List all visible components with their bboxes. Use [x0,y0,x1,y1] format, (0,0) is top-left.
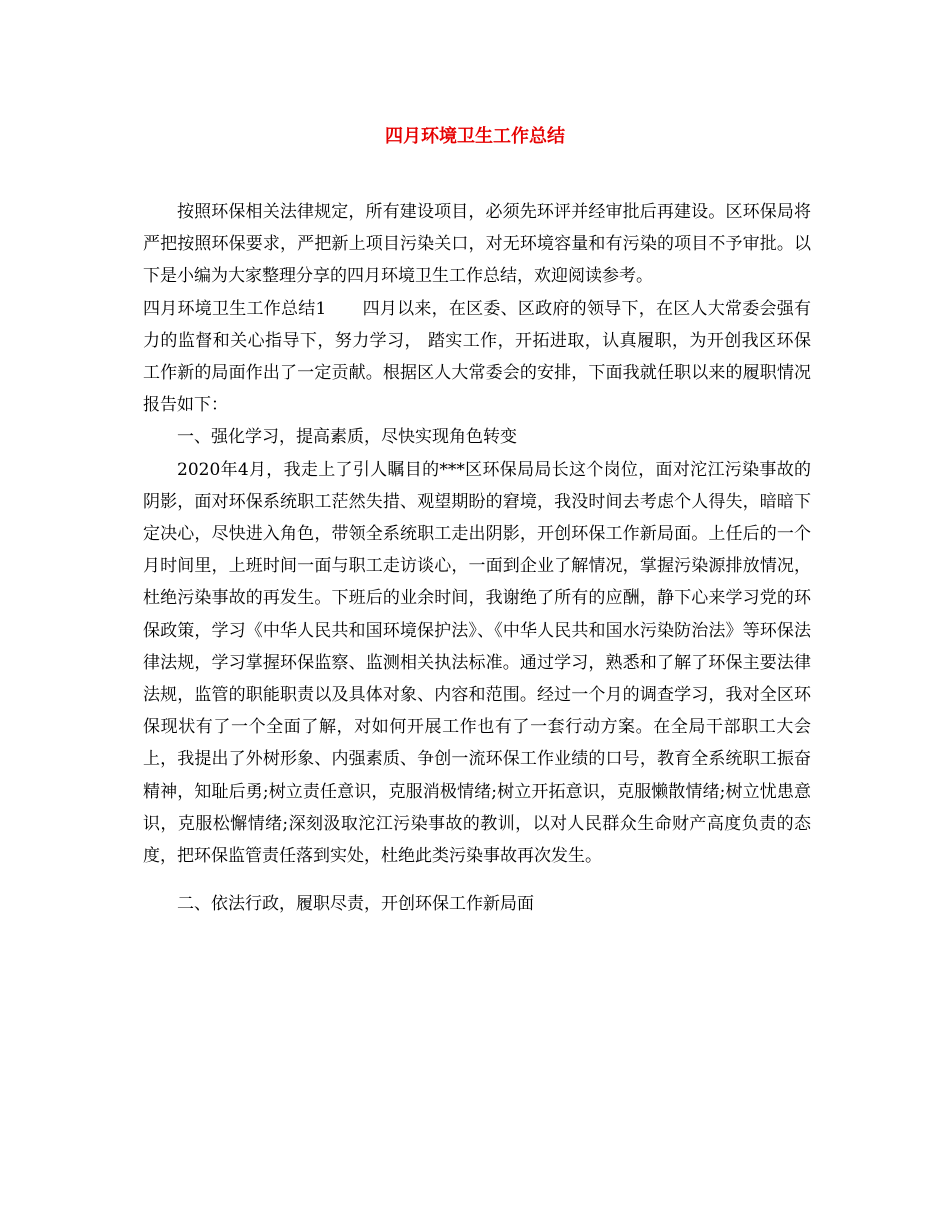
summary-label: 四月环境卫生工作总结1 [143,298,327,319]
section-heading-1: 一、强化学习，提高素质，尽快实现角色转变 [177,427,517,448]
section-heading-2: 二、依法行政，履职尽责，开创环保工作新局面 [177,894,534,915]
summary-paragraph [143,293,811,422]
summary-text: 四月以来，在区委、区政府的领导下，在区人大常委会强有力的监督和关心指导下，努力学习， 踏实工作，开拓进取，认真履职，为开创我区环保工作新的局面作出了一定贡献。根据区人大常委会的安排，下面我就任职以来的履职情况报告如下： [143,298,811,416]
document-body [143,196,811,920]
document-title: 四月环境卫生工作总结 [385,126,565,147]
section-body-1: 2020年4月，我走上了引人瞩目的***区环保局局长这个岗位，面对沱江污染事故的阴影，面对环保系统职工茫然失措、观望期盼的窘境，我没时间去考虑个人得失，暗暗下定决心，尽快进入角色，带领全系统职工走出阴影，开创环保工作新局面。上任后的一个月时间里，上班时间一面与职工走访谈心，一面到企业了解情况，掌握污染源排放情况，杜绝污染事故的再发生。下班后的业余时间，我谢绝了所有的应酬，静下心来学习党的环保政策，学习《中华人民共和国环境保护法》、《中华人民共和国水污染防治法》等环保法律法规，学习掌握环保监察、监测相关执法标准。通过学习，熟悉和了解了环保主要法律法规，监管的职能职责以及具体对象、内容和范围。经过一个月的调查学习，我对全区环保现状有了一个全面了解，对如何开展工作也有了一套行动方案。在全局干部职工大会上，我提出了外树形象、内强素质、争创一流环保工作业绩的口号，教育全系统职工振奋精神，知耻后勇;树立责任意识，克服消极情绪;树立开拓意识，克服懒散情绪;树立忧患意识，克服松懈情绪;深刻汲取沱江污染事故的教训，以对人民群众生命财产高度负责的态度，把环保监管责任落到实处，杜绝此类污染事故再次发生。 [143,459,811,867]
intro-paragraph: 按照环保相关法律规定，所有建设项目，必须先环评并经审批后再建设。区环保局将严把按照环保要求，严把新上项目污染关口，对无环境容量和有污染的项目不予审批。以下是小编为大家整理分享的四月环境卫生工作总结，欢迎阅读参考。 [143,202,811,287]
